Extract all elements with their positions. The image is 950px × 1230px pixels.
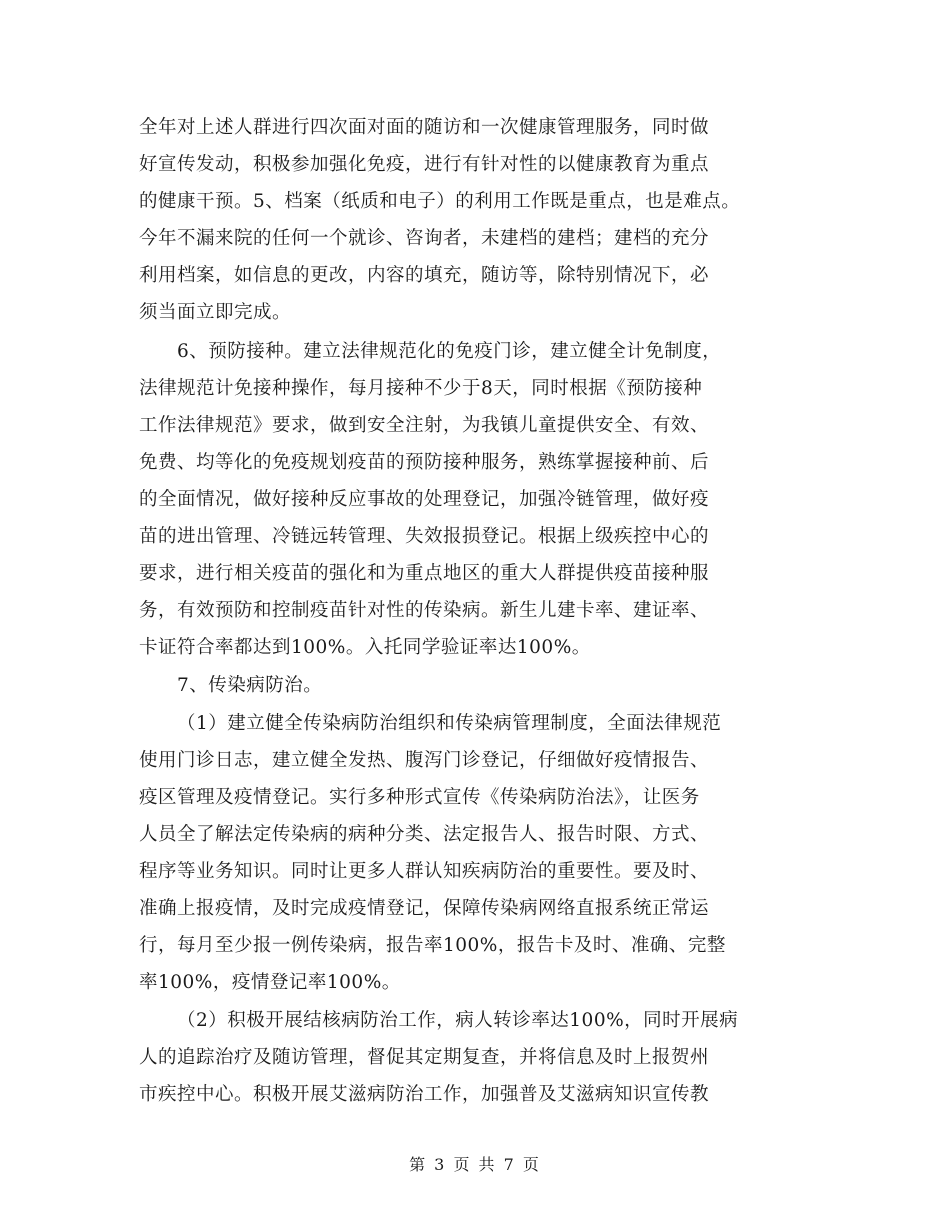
paragraph-line: 全年对上述人群进行四次面对面的随访和一次健康管理服务，同时做	[139, 117, 710, 138]
paragraph-line: 须当面立即完成。	[139, 302, 292, 323]
paragraph-line: 率100%，疫情登记率100%。	[139, 972, 401, 993]
paragraph-line: 工作法律规范》要求，做到安全注射，为我镇儿童提供安全、有效、	[139, 415, 710, 436]
paragraph-line: 务，有效预防和控制疫苗针对性的传染病。新生儿建卡率、建证率、	[139, 600, 710, 621]
paragraph-line: 市疾控中心。积极开展艾滋病防治工作，加强普及艾滋病知识宣传教	[139, 1084, 710, 1105]
paragraph-line: 行，每月至少报一例传染病，报告率100%，报告卡及时、准确、完整	[139, 935, 726, 956]
paragraph-line: 疫区管理及疫情登记。实行多种形式宣传《传染病防治法》，让医务	[139, 787, 700, 808]
paragraph-line: 人的追踪治疗及随访管理，督促其定期复查，并将信息及时上报贺州	[139, 1047, 710, 1068]
paragraph-line: 程序等业务知识。同时让更多人群认知疾病防治的重要性。要及时、	[139, 861, 710, 882]
section-heading: 7、传染病防治。	[177, 675, 323, 696]
paragraph-line: 利用档案，如信息的更改，内容的填充，随访等，除特别情况下，必	[139, 265, 710, 286]
paragraph-line: 使用门诊日志，建立健全发热、腹泻门诊登记，仔细做好疫情报告、	[139, 750, 710, 771]
paragraph-line: （2）积极开展结核病防治工作，病人转诊率达100%，同时开展病	[177, 1010, 739, 1031]
page-number-footer: 第 3 页 共 7 页	[409, 1155, 541, 1174]
paragraph-line: 的全面情况，做好接种反应事故的处理登记，加强冷链管理，做好疫	[139, 489, 710, 510]
paragraph-line: 苗的进出管理、冷链远转管理、失效报损登记。根据上级疾控中心的	[139, 526, 710, 547]
paragraph-line: 免费、均等化的免疫规划疫苗的预防接种服务，熟练掌握接种前、后	[139, 452, 710, 473]
paragraph-line: 卡证符合率都达到100%。入托同学验证率达100%。	[139, 637, 591, 658]
paragraph-line: 今年不漏来院的任何一个就诊、咨询者，未建档的建档；建档的充分	[139, 228, 710, 249]
paragraph-line: 好宣传发动，积极参加强化免疫，进行有针对性的以健康教育为重点	[139, 154, 710, 175]
paragraph-line: 的健康干预。5、档案（纸质和电子）的利用工作既是重点，也是难点。	[139, 191, 741, 212]
paragraph-line: 人员全了解法定传染病的病种分类、法定报告人、报告时限、方式、	[139, 824, 710, 845]
paragraph-line: 法律规范计免接种操作，每月接种不少于8天，同时根据《预防接种	[139, 378, 703, 399]
paragraph-line: （1）建立健全传染病防治组织和传染病管理制度，全面法律规范	[177, 713, 722, 734]
paragraph-line: 6、预防接种。建立法律规范化的免疫门诊，建立健全计免制度，	[177, 341, 722, 362]
paragraph-line: 准确上报疫情，及时完成疫情登记，保障传染病网络直报系统正常运	[139, 898, 710, 919]
paragraph-line: 要求，进行相关疫苗的强化和为重点地区的重大人群提供疫苗接种服	[139, 563, 710, 584]
